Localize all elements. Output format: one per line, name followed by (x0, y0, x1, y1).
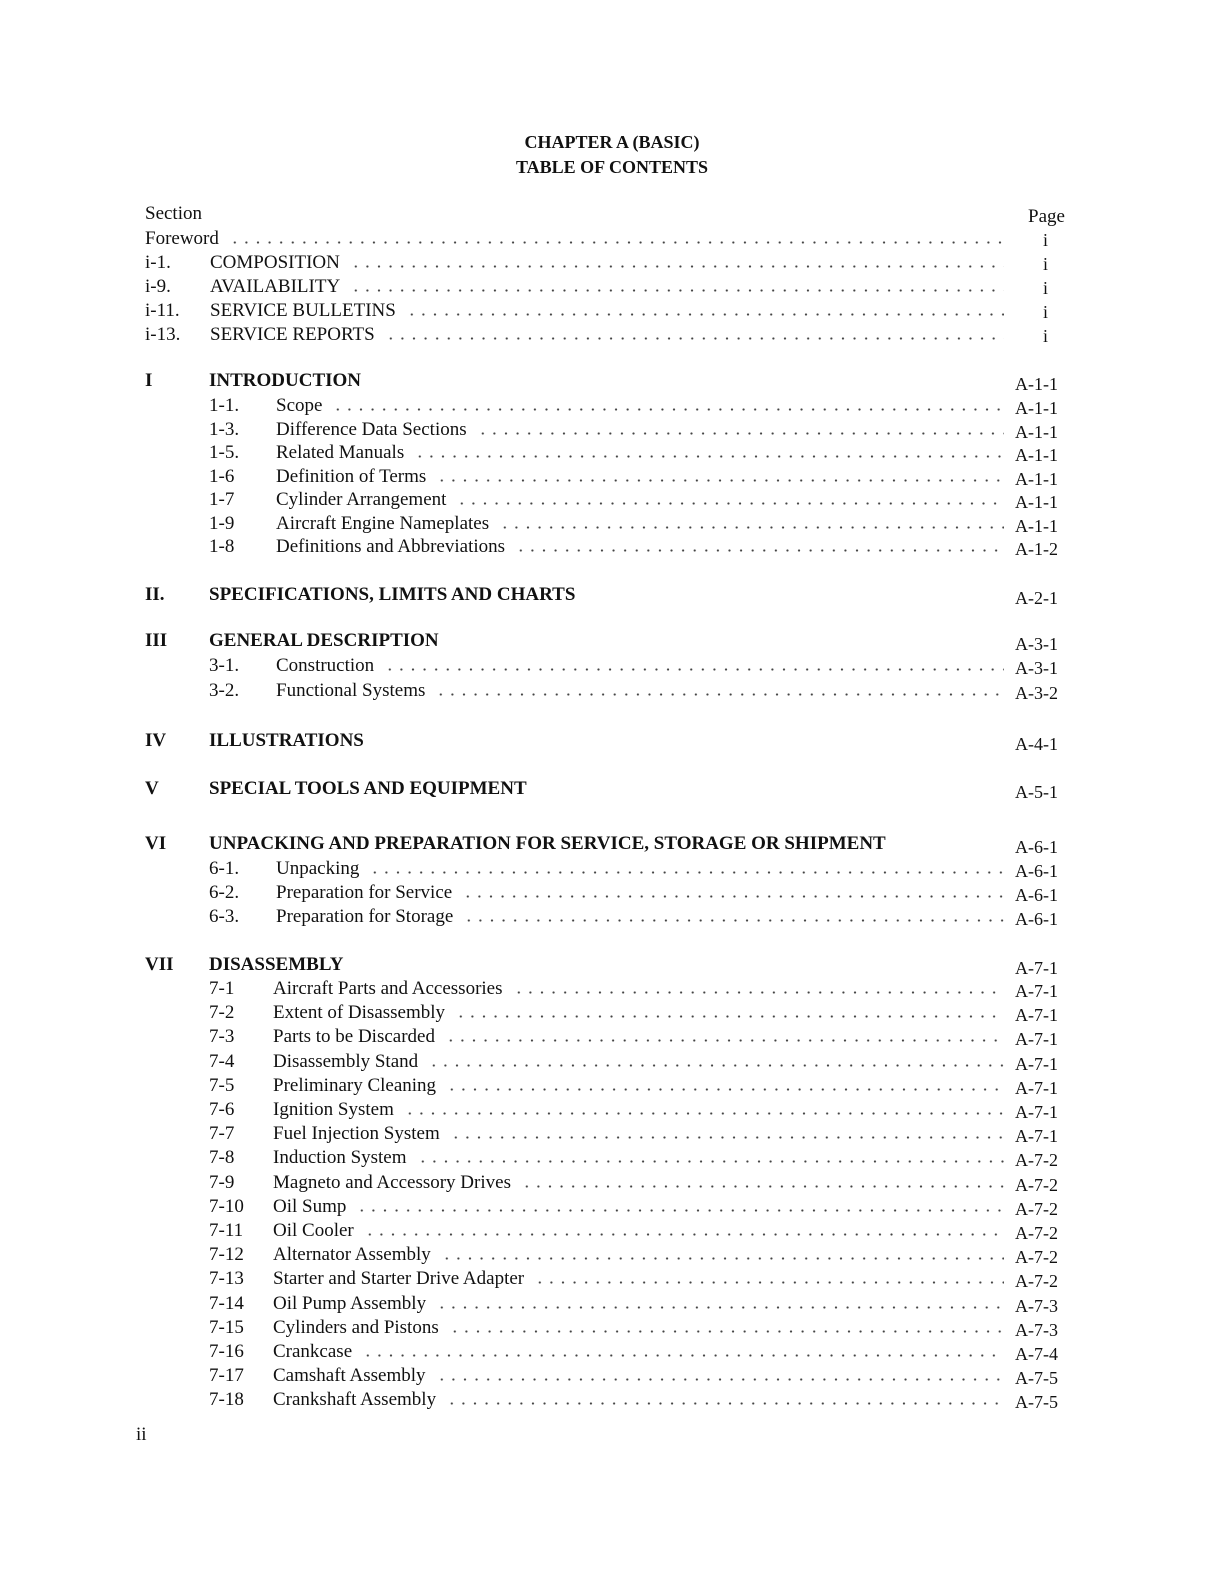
leader-dots (462, 894, 1004, 899)
item-title[interactable]: Magneto and Accessory Drives (273, 1172, 511, 1193)
item-page: A-7-1 (1015, 1005, 1058, 1025)
leader-dots (477, 431, 1004, 436)
section-page: A-5-1 (1015, 782, 1058, 802)
item-title[interactable]: Alternator Assembly (273, 1244, 431, 1265)
item-title[interactable]: Crankshaft Assembly (273, 1389, 437, 1410)
leader-dots (364, 1232, 1004, 1237)
item-title[interactable]: Preparation for Service (276, 882, 453, 903)
item-page: A-7-1 (1015, 1102, 1058, 1122)
item-title[interactable]: Construction (276, 655, 375, 676)
item-title[interactable]: Aircraft Engine Nameplates (276, 513, 490, 534)
item-page: A-3-1 (1015, 658, 1058, 678)
section-title[interactable]: SPECIFICATIONS, LIMITS AND CHARTS (209, 584, 576, 605)
section-number: IV (145, 730, 167, 751)
item-title[interactable]: Extent of Disassembly (273, 1002, 446, 1023)
leader-dots (332, 407, 1004, 412)
item-number: 1-9 (209, 513, 235, 534)
leader-dots (449, 1329, 1004, 1334)
item-number: 7-1 (209, 978, 235, 999)
item-page: A-7-2 (1015, 1150, 1058, 1170)
item-page: A-7-2 (1015, 1271, 1058, 1291)
item-number: 1-1. (209, 395, 240, 416)
item-page: A-7-3 (1015, 1320, 1058, 1340)
leader-dots (515, 548, 1004, 553)
front-entry-title[interactable]: Foreword (145, 228, 219, 249)
leader-dots (436, 1305, 1004, 1310)
item-page: A-7-1 (1015, 981, 1058, 1001)
item-number: 3-2. (209, 680, 240, 701)
item-number: 1-3. (209, 419, 240, 440)
front-entry-title[interactable]: AVAILABILITY (210, 276, 341, 297)
leader-dots (450, 1135, 1004, 1140)
item-page: A-1-1 (1015, 492, 1058, 512)
item-number: 7-6 (209, 1099, 235, 1120)
leader-dots (441, 1256, 1004, 1261)
item-number: 7-7 (209, 1123, 235, 1144)
leader-dots (369, 870, 1004, 875)
item-page: A-1-2 (1015, 539, 1058, 559)
section-title[interactable]: INTRODUCTION (209, 370, 362, 391)
front-entry-page: i (1042, 326, 1048, 346)
item-number: 7-9 (209, 1172, 235, 1193)
front-entry-page: i (1042, 230, 1048, 250)
section-page: A-3-1 (1015, 634, 1058, 654)
item-title[interactable]: Difference Data Sections (276, 419, 467, 440)
item-title[interactable]: Scope (276, 395, 323, 416)
item-title[interactable]: Starter and Starter Drive Adapter (273, 1268, 525, 1289)
leader-dots (436, 478, 1004, 483)
item-title[interactable]: Ignition System (273, 1099, 394, 1120)
item-title[interactable]: Parts to be Discarded (273, 1026, 435, 1047)
front-entry-title[interactable]: SERVICE REPORTS (210, 324, 375, 345)
section-number: VII (145, 954, 174, 975)
item-title[interactable]: Related Manuals (276, 442, 405, 463)
leader-dots (406, 312, 1004, 317)
item-page: A-1-1 (1015, 398, 1058, 418)
footer-page-number: ii (136, 1424, 147, 1445)
leader-dots (445, 1038, 1004, 1043)
front-entry-number: i-11. (145, 300, 180, 321)
section-page: A-6-1 (1015, 837, 1058, 857)
section-title[interactable]: SPECIAL TOOLS AND EQUIPMENT (209, 778, 527, 799)
front-entry-page: i (1042, 302, 1048, 322)
front-entry-title[interactable]: SERVICE BULLETINS (210, 300, 396, 321)
leader-dots (534, 1280, 1004, 1285)
leader-dots (362, 1353, 1004, 1358)
item-title[interactable]: Camshaft Assembly (273, 1365, 426, 1386)
section-page: A-1-1 (1015, 374, 1058, 394)
item-title[interactable]: Cylinders and Pistons (273, 1317, 439, 1338)
item-page: A-7-1 (1015, 1054, 1058, 1074)
item-number: 7-5 (209, 1075, 235, 1096)
item-number: 7-10 (209, 1196, 244, 1217)
toc-title: TABLE OF CONTENTS (515, 157, 709, 177)
leader-dots (499, 525, 1004, 530)
leader-dots (356, 1208, 1004, 1213)
item-number: 6-1. (209, 858, 240, 879)
leader-dots (513, 990, 1004, 995)
item-number: 7-3 (209, 1026, 235, 1047)
item-number: 1-6 (209, 466, 235, 487)
chapter-heading: CHAPTER A (BASIC) (524, 132, 700, 152)
item-page: A-6-1 (1015, 909, 1058, 929)
leader-dots (350, 264, 1004, 269)
item-title[interactable]: Disassembly Stand (273, 1051, 419, 1072)
leader-dots (446, 1401, 1004, 1406)
item-page: A-7-2 (1015, 1247, 1058, 1267)
item-page: A-7-5 (1015, 1368, 1058, 1388)
item-page: A-7-3 (1015, 1296, 1058, 1316)
item-number: 7-18 (209, 1389, 244, 1410)
item-title[interactable]: Fuel Injection System (273, 1123, 440, 1144)
front-entry-number: i-1. (145, 252, 171, 273)
item-page: A-7-2 (1015, 1175, 1058, 1195)
item-number: 1-5. (209, 442, 240, 463)
leader-dots (521, 1184, 1004, 1189)
item-title[interactable]: Unpacking (276, 858, 360, 879)
item-title[interactable]: Preparation for Storage (276, 906, 454, 927)
leader-dots (385, 336, 1004, 341)
item-title[interactable]: Crankcase (273, 1341, 353, 1362)
item-number: 6-2. (209, 882, 240, 903)
leader-dots (414, 454, 1004, 459)
item-title[interactable]: Oil Sump (273, 1196, 347, 1217)
item-title[interactable]: Induction System (273, 1147, 407, 1168)
item-number: 7-15 (209, 1317, 244, 1338)
item-page: A-3-2 (1015, 683, 1058, 703)
item-page: A-1-1 (1015, 422, 1058, 442)
section-column-header: Section (145, 203, 202, 224)
section-title[interactable]: GENERAL DESCRIPTION (209, 630, 439, 651)
item-page: A-7-1 (1015, 1078, 1058, 1098)
section-title[interactable]: ILLUSTRATIONS (209, 730, 364, 751)
leader-dots (404, 1111, 1004, 1116)
leader-dots (455, 1014, 1004, 1019)
leader-dots (463, 918, 1004, 923)
item-page: A-7-5 (1015, 1392, 1058, 1412)
item-page: A-7-2 (1015, 1223, 1058, 1243)
item-number: 7-13 (209, 1268, 244, 1289)
item-page: A-7-2 (1015, 1199, 1058, 1219)
leader-dots (456, 501, 1004, 506)
item-number: 7-11 (209, 1220, 244, 1241)
leader-dots (384, 667, 1004, 672)
item-number: 7-14 (209, 1293, 244, 1314)
section-number: III (145, 630, 168, 651)
section-page: A-2-1 (1015, 588, 1058, 608)
item-page: A-6-1 (1015, 861, 1058, 881)
leader-dots (446, 1087, 1004, 1092)
item-page: A-1-1 (1015, 516, 1058, 536)
leader-dots (428, 1063, 1004, 1068)
page-column-header: Page (1028, 206, 1065, 227)
item-title[interactable]: Aircraft Parts and Accessories (273, 978, 503, 999)
leader-dots (417, 1159, 1004, 1164)
leader-dots (435, 692, 1004, 697)
item-number: 7-4 (209, 1051, 235, 1072)
item-title[interactable]: Definition of Terms (276, 466, 427, 487)
item-number: 7-17 (209, 1365, 244, 1386)
item-number: 7-8 (209, 1147, 235, 1168)
item-number: 7-2 (209, 1002, 235, 1023)
leader-dots (436, 1377, 1004, 1382)
item-number: 7-12 (209, 1244, 244, 1265)
item-page: A-7-1 (1015, 1126, 1058, 1146)
section-number: V (145, 778, 159, 799)
section-title[interactable]: UNPACKING AND PREPARATION FOR SERVICE, STORAGE OR SHIPMENT (209, 833, 886, 854)
front-entry-title[interactable]: COMPOSITION (210, 252, 340, 273)
item-title[interactable]: Definitions and Abbreviations (276, 536, 506, 557)
front-entry-page: i (1042, 278, 1048, 298)
section-page: A-4-1 (1015, 734, 1058, 754)
item-page: A-1-1 (1015, 445, 1058, 465)
section-number: VI (145, 833, 167, 854)
section-number: II. (145, 584, 165, 605)
item-title[interactable]: Oil Pump Assembly (273, 1293, 427, 1314)
section-number: I (145, 370, 153, 391)
item-title[interactable]: Preliminary Cleaning (273, 1075, 437, 1096)
item-number: 1-8 (209, 536, 235, 557)
front-entry-number: i-9. (145, 276, 171, 297)
item-number: 1-7 (209, 489, 235, 510)
section-title[interactable]: DISASSEMBLY (209, 954, 344, 975)
section-page: A-7-1 (1015, 958, 1058, 978)
item-number: 7-16 (209, 1341, 244, 1362)
item-number: 3-1. (209, 655, 240, 676)
front-entry-page: i (1042, 254, 1048, 274)
item-number: 6-3. (209, 906, 240, 927)
item-title[interactable]: Oil Cooler (273, 1220, 354, 1241)
item-title[interactable]: Functional Systems (276, 680, 426, 701)
item-page: A-7-1 (1015, 1029, 1058, 1049)
leader-dots (229, 240, 1004, 245)
item-page: A-1-1 (1015, 469, 1058, 489)
leader-dots (350, 288, 1004, 293)
item-page: A-6-1 (1015, 885, 1058, 905)
item-page: A-7-4 (1015, 1344, 1058, 1364)
front-entry-number: i-13. (145, 324, 181, 345)
item-title[interactable]: Cylinder Arrangement (276, 489, 447, 510)
